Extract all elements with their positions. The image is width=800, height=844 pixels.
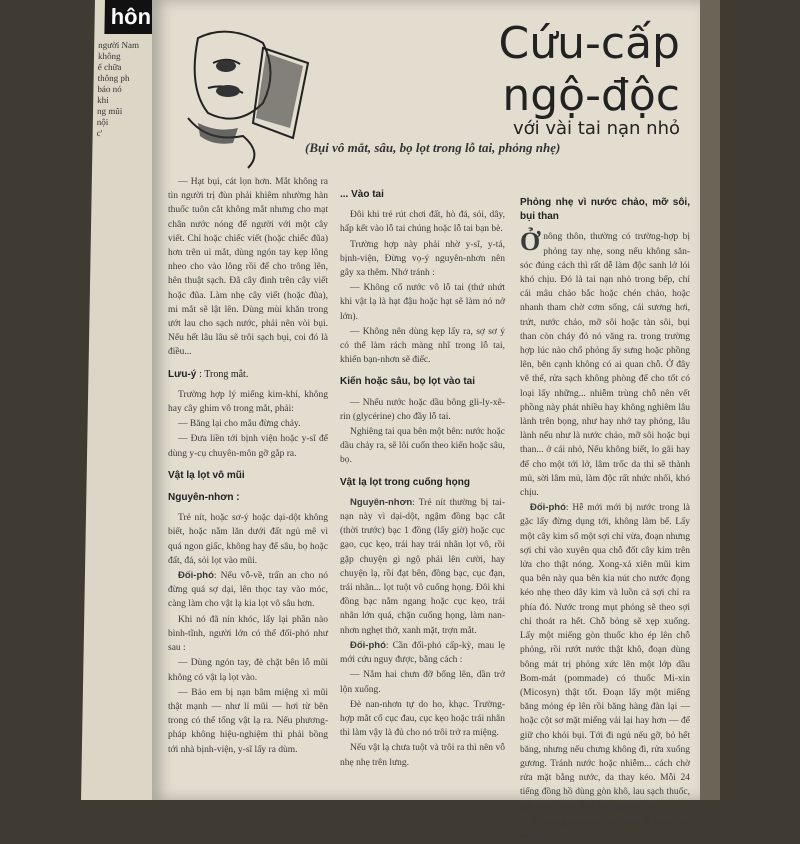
section-heading: Phỏng nhẹ vì nước chảo, mỡ sôi, bụi than	[520, 197, 690, 223]
paragraph: — Dùng ngón tay, đè chặt bên lỗ mũi không có vật lạ lọt vào.	[168, 658, 328, 683]
subheading: Nguyên-nhơn :	[168, 492, 240, 504]
paragraph: — Nắm hai chưn đỡ bổng lên, dần trở lộn xuống.	[340, 670, 505, 695]
column-1	[168, 175, 328, 758]
section-heading: Vật lạ lọt vô mũi	[168, 469, 245, 481]
subheading: Đối-phó	[178, 570, 214, 582]
subheading: Nguyên-nhơn	[350, 496, 413, 508]
section-tab: hôn	[104, 0, 167, 34]
paragraph: : Hễ mới mới bị nước trong là gặc lấy đừng dụng tới, không làm bể. Lấy một cây kim sổ một sợi chỉ vừa, đoạn nhưng sợi chỉ vào xuyên qua chỗ đốt cây kim trên lửa cho thật nóng. Xong-xả xiên mũi kim qua bên này qua bên kia nút cho nước đọng kéo nhẹ theo dây kim và luồn cả sợi chỉ ra phía đó. Nước trong mụt phỏng sẽ theo sợi chỉ thoát ra hết. Chỗ bỏng sẽ xẹp xuống. Lấy một miếng gòn thuốc kho ép lên chỗ phỏng, rồi rướt nước thật khô, đoạn dùng bông mát trị phỏng xức lên một lớp dầu Bom-mát (pommade) có thuốc Mi-xin (Micosyn) thật tốt. Đoạn lấy một miếng băng mỏng ép lên rồi băng hàng đàn lại — hoặc cột sơ mặt miếng vải lại hay hơn — để giữ cho khỏi bụi. Tới đi ngủ nếu gỡ, bỏ hết băng, nhưng nếu chưng không đi, rửa xuống gương. Tránh nước hoặc nhiễm... cách chờ rửa mặt bằng nước, da thay kéo. Mỗi 24 tiếng đồng hồ dùng gòn khô, lau sạch thuốc, xức thuốc mới. Nếu vết ngày sẽ lành.	[520, 503, 690, 812]
heading: Lưu-ý	[168, 368, 197, 380]
faces-illustration	[168, 18, 318, 173]
paragraph: — Băng lại cho mắu đừng chảy.	[178, 419, 301, 430]
paragraph: Trường hợp lý miếng kim-khí, không hay cây ghim vô trong mắt, phải:	[168, 389, 328, 415]
article-note: (Bụi vô mắt, sâu, bọ lọt trong lỗ tai, phỏng nhẹ)	[305, 140, 561, 155]
section-heading: ... Vào tai	[340, 189, 384, 200]
paragraph: : Cần đối-phó cấp-kỳ, mau lẹ mới cứu nguy được, bằng cách :	[340, 640, 505, 666]
paragraph: — Nhểu nước hoặc dầu bông gli-ly-xê-rin (glycérine) cho đầy lỗ tai.	[340, 397, 505, 422]
subheading: Đối-phó	[530, 502, 566, 514]
paragraph: Trẻ nít, hoặc sơ-ý hoặc dại-dột không biết, hoặc nằm lăn dưới đất ngủ mê vì quá ngon giấc, không hay để sâu, bọ hoặc đất, đá, sỏi lọt vào mũi.	[168, 513, 328, 566]
subheading: Đối-phó	[350, 639, 386, 651]
paragraph: — Không nên dùng kẹp lấy ra, sợ sơ ý có thể làm rách màng nhĩ trong lỗ tai, khiến bạn-nhơn sẽ điếc.	[340, 326, 505, 366]
column-3	[520, 188, 690, 844]
paragraph: Nghiêng tai qua bên một bên: nước hoặc dầu chảy ra, sẽ lôi cuốn theo kiến hoặc sâu, bọ.	[340, 427, 505, 466]
page-edge	[700, 0, 720, 800]
paragraph: Khi nó đã nín khóc, lấy lại phần nào bình-tĩnh, người lớn có thể đối-phó như sau :	[168, 614, 328, 654]
column-2	[340, 180, 505, 771]
title-line-1: Cứu-cấp	[498, 18, 680, 69]
paragraph: Bị phỏng nặng thì cần đưa đi bịnh-viện điều-trị.	[520, 816, 690, 841]
paragraph: : Trong mắt.	[199, 368, 249, 380]
paragraph: Đôi khi trẻ rút chơi đất, hò đá, sỏi, dây, hấp kết vào lỗ tai chúng hoặc lỗ tai bạn bè.	[340, 210, 505, 235]
paragraph: Đè nan-nhơn tự do ho, khạc. Trường-hợp mắt cổ cục đau, cục kẹo hoặc trái nhãn thì làm vậy là đủ cho nó trôi trở ra miệng.	[340, 699, 505, 739]
paragraph: : Trẻ nít thường bị tai-nạn này vì dại-dột, ngậm đồng bạc cắt (thời trước) bạc 1 đồng (lấy giờ) hoặc cục gạo, cục kẹo, trái hay trái nhãn lọt vô, rồi gặp chuyện gì ngộ phải lên cười, hay chuyện lạ, rồi đạt bên, đồng bạc, cục đạn, trái nhãn... lọt tuột vô cuống họng. Đôi khi đồng bạc nằm ngang hoặc cục kẹo, trái nhãn lớn quá, chặn cuống họng, làm nan-nhơn nghẹt thở, xanh mặt, trợn mắt.	[340, 497, 505, 636]
title-line-2: ngộ-độc	[502, 70, 680, 121]
paragraph: — Hạt bụi, cát lọn hơn. Mắt không ra tìn người trị đùn phải khiêm nhường hàn thuốc tuôn cắt không mắt nhưng cho mạt chân nước nóng để người với một cây viết. Chỉ hoặc chiếc viết (hoặc chiếc đũa) hơn trên ui mắt, dùng ngón tay kẹp lông nheo cho vào lông rồi để cho trông lên, hên thuật sạch. Đã cây đinh trên cây viết hoặc đũa. Làm nhẹ cây viết (hoặc đũa), mi mắt sẽ lật lên. Dùng mùi khăn trong ướt lau cho sạch nước, phải nên vòi bụi. Nếu hết lâu lâu sẽ trôi sạch bụi, coi đó là điều...	[168, 177, 328, 358]
paragraph: nông thôn, thường có trường-hợp bị phỏng tay nhẹ, song nếu không săn-sóc đúng cách thì rất dễ làm độc sanh lở lói khó chịu. Đó là tai nạn nhỏ trong bếp, chỉ cái mâu chảo bắc hoặc chén chảo, hoặc nhanh tham chờ cơm sống, cái sương hơi, trứt, nước chảo, mỡ sôi hoặc tàn sôi, bụi than còn cháy đỏ nó văng ra. trong trường hợp lúc nào chổ phỏng ấy sưng hoặc phồng lên, bên cạnh không có ai quan chỗ. Ở đây vẽ thế, rửa sạch không phòng để cho tốt có loại lấy những... nhiễm trùng chỗ nên vết phồng này phát nhiều hay không nghiêm lâu lành trên bọng, như hay nhớ tay phỏng, lâu lành nếu như là nước chảo, mỡ sôi hoặc bụi than... ở cái nhỏ, Nếu không biết, lo gãi hay để cho một tới lở, lâm trốc da thì sẽ thành mủ, sời lâm mủ, làm độc rất nhức nhối, khó chịu.	[520, 232, 690, 499]
drop-cap: Ở	[520, 227, 541, 257]
paragraph: — Đưa liền tới bịnh viện hoặc y-sĩ để dùng y-cụ chuyên-môn gỡ gắp ra.	[168, 434, 328, 459]
section-heading: Kiến hoặc sâu, bọ lọt vào tai	[340, 376, 476, 388]
paragraph: — Bảo em bị nạn bâm miệng xì mũi thật mạnh — như lỉ mũi — hơi từ bên trong có thể tống vật lạ ra. Nếu phương-pháp không hiệu-nghiệm thì phải bồng tới nhà bịnh-viện, y-sĩ lấy ra dùm.	[168, 687, 328, 755]
section-heading: Vật lạ lọt trong cuống họng	[340, 476, 470, 488]
article-title	[310, 18, 680, 122]
paragraph: Nếu vật lạ chưa tuột và trôi ra thì nên vỗ nhẹ nhẹ trên lưng.	[340, 743, 505, 768]
paragraph: : Nếu vỗ-về, trấn an cho nó đừng quá sợ dại, lên thọc tay vào móc, càng làm cho vật lạ kia lọt vô sâu hơn.	[168, 571, 328, 610]
paragraph: Trường hợp này phải nhờ y-sĩ, y-tá, bịnh-viện, Đừng vọ-ý nguyên-nhơn nên gây xa thêm. Nhớ tránh :	[340, 239, 505, 279]
article-subtitle: với vài tai nạn nhỏ	[512, 118, 680, 139]
paragraph: — Không cố nước vô lỗ tai (thứ nhứt khi vật lạ là hạt đậu hoặc hạt sẽ làm nó nở lớn).	[340, 283, 505, 322]
adjacent-page-text: người Nam không ế chữa thông ph báo nó khi ng mũi nội c'	[96, 40, 140, 138]
